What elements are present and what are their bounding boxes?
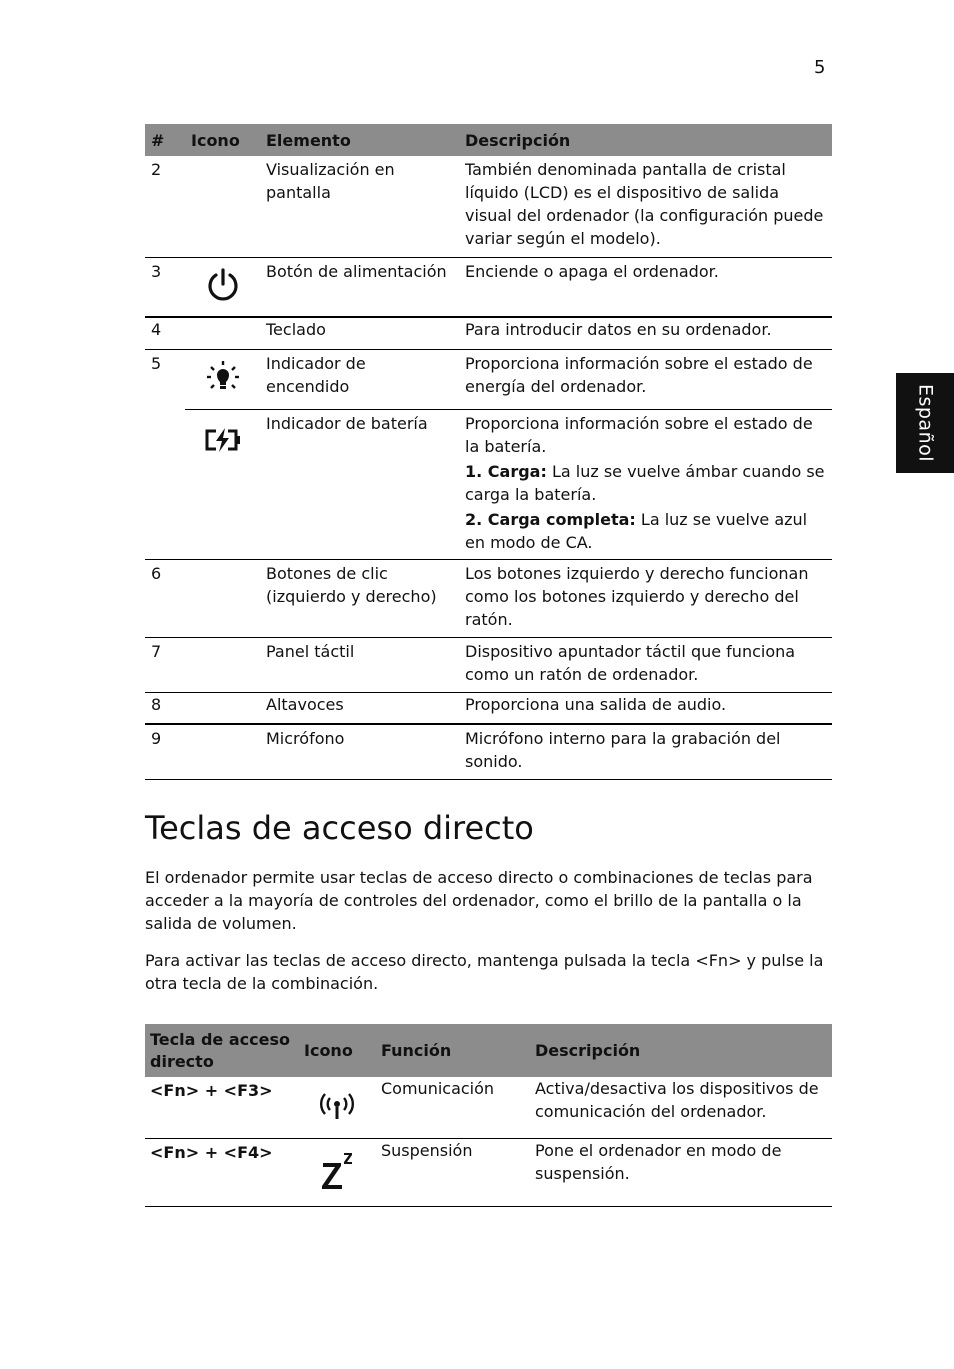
table-row — [145, 409, 832, 559]
table-row — [145, 1077, 832, 1138]
language-tab — [896, 373, 954, 473]
header-function: Función — [375, 1024, 529, 1077]
table-row — [145, 349, 832, 409]
table-row — [145, 317, 832, 349]
header-icon: Icono — [298, 1024, 375, 1077]
sleep-icon — [317, 1147, 357, 1191]
row-element: Indicador de encendido — [260, 349, 459, 409]
header-description: Descripción — [459, 124, 832, 156]
row-description: Micrófono interno para la grabación del sonido. — [459, 724, 832, 779]
note-label: 2. Carga completa: — [465, 509, 636, 529]
row-description: Proporciona información sobre el estado de la batería. — [465, 413, 813, 456]
row-number: 6 — [145, 559, 185, 637]
row-element: Teclado — [260, 317, 459, 349]
note-text: La luz se vuelve azul en modo de CA. — [465, 509, 808, 552]
hotkeys-table — [145, 1024, 832, 1207]
row-number — [145, 409, 185, 559]
row-element: Visualización en pantalla — [260, 156, 459, 257]
table-row — [145, 692, 832, 724]
table-row — [145, 1138, 832, 1206]
row-description: Proporciona una salida de audio. — [459, 692, 832, 724]
row-hotkey: <Fn> + <F3> — [145, 1077, 298, 1138]
row-function: Comunicación — [375, 1077, 529, 1138]
row-description: Proporciona información sobre el estado de energía del ordenador. — [459, 349, 832, 409]
row-number: 3 — [145, 257, 185, 317]
row-element: Panel táctil — [260, 637, 459, 692]
row-description: Para introducir datos en su ordenador. — [459, 317, 832, 349]
battery-note-charging — [465, 460, 826, 506]
row-element: Botón de alimentación — [260, 257, 459, 317]
row-element: Botones de clic (izquierdo y derecho) — [260, 559, 459, 637]
table-row — [145, 637, 832, 692]
power-icon — [205, 267, 241, 303]
row-hotkey: <Fn> + <F4> — [145, 1138, 298, 1206]
note-text: La luz se vuelve ámbar cuando se carga la batería. — [465, 461, 825, 504]
page-number: 5 — [814, 57, 826, 78]
row-description: Activa/desactiva los dispositivos de comunicación del ordenador. — [529, 1077, 832, 1138]
row-description: Pone el ordenador en modo de suspensión. — [529, 1138, 832, 1206]
row-number: 4 — [145, 317, 185, 349]
section-paragraph-2: Para activar las teclas de acceso directo, mantenga pulsada la tecla <Fn> y pulse la otra tecla de la combinación. — [145, 951, 824, 993]
row-description: Enciende o apaga el ordenador. — [459, 257, 832, 317]
table-row — [145, 724, 832, 779]
row-number: 8 — [145, 692, 185, 724]
row-number: 2 — [145, 156, 185, 257]
language-tab-label: Español — [914, 383, 937, 463]
row-element: Micrófono — [260, 724, 459, 779]
header-hotkey: Tecla de acceso directo — [145, 1024, 298, 1077]
table-row — [145, 156, 832, 257]
header-description: Descripción — [529, 1024, 832, 1077]
battery-note-full — [465, 508, 826, 554]
row-number: 9 — [145, 724, 185, 779]
row-description: También denominada pantalla de cristal líquido (LCD) es el dispositivo de salida visual del ordenador (la configuración puede variar según el modelo). — [459, 156, 832, 257]
row-function: Suspensión — [375, 1138, 529, 1206]
row-element: Indicador de batería — [260, 409, 459, 559]
header-icon: Icono — [185, 124, 260, 156]
table-header-row — [145, 1024, 832, 1077]
row-number: 7 — [145, 637, 185, 692]
row-description: Los botones izquierdo y derecho funcionan como los botones izquierdo y derecho del ratón. — [459, 559, 832, 637]
header-number: # — [145, 124, 185, 156]
table-row — [145, 559, 832, 637]
table-row — [145, 257, 832, 317]
row-number: 5 — [151, 353, 162, 373]
section-paragraph-1: El ordenador permite usar teclas de acceso directo o combinaciones de teclas para acceder a la mayoría de controles del ordenador, como el brillo de la pantalla o la salida de volumen. — [145, 868, 813, 933]
note-label: 1. Carga: — [465, 461, 547, 481]
wireless-icon — [317, 1091, 357, 1123]
battery-indicator-icon — [203, 426, 243, 454]
row-description: Dispositivo apuntador táctil que funciona como un ratón de ordenador. — [459, 637, 832, 692]
table-header-row — [145, 124, 832, 156]
section-title: Teclas de acceso directo — [145, 809, 534, 847]
header-element: Elemento — [260, 124, 459, 156]
power-indicator-icon — [203, 358, 243, 398]
row-element: Altavoces — [260, 692, 459, 724]
components-table — [145, 124, 832, 780]
